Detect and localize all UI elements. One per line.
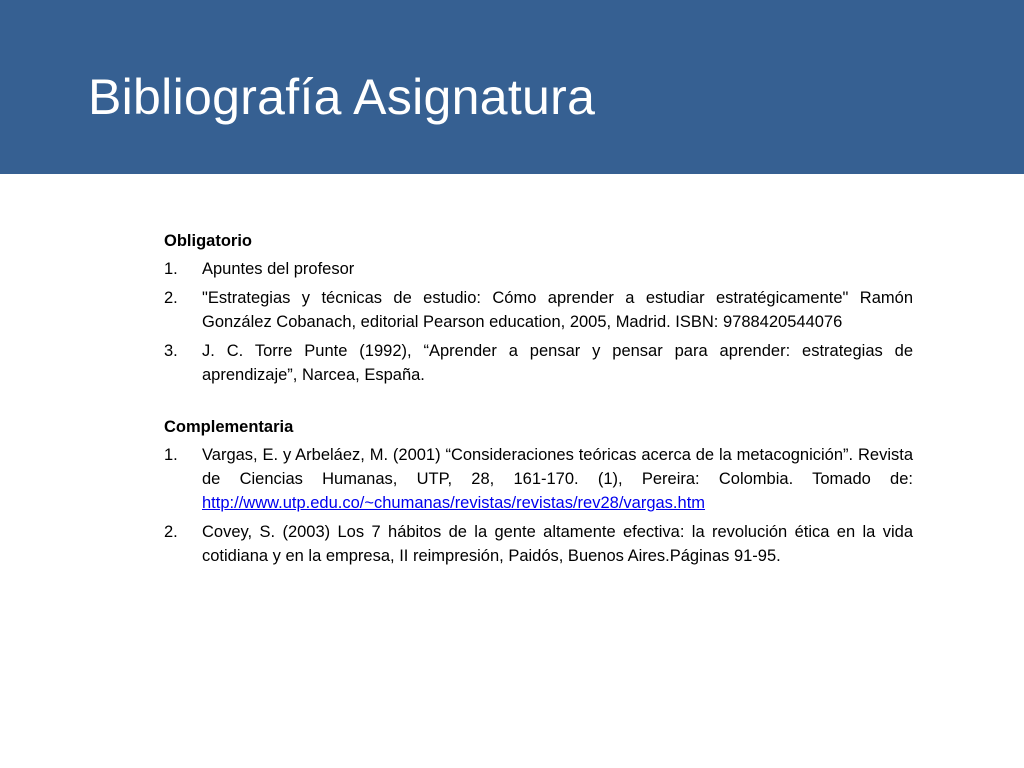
title-bar — [0, 0, 1024, 174]
section-heading-complementaria: Complementaria — [164, 418, 294, 436]
list-item-number: 2. — [164, 523, 178, 541]
obligatorio-list — [164, 257, 913, 387]
section-heading-obligatorio: Obligatorio — [164, 232, 252, 250]
complementaria-list — [164, 443, 913, 568]
list-item-body — [202, 443, 913, 515]
list-item-number: 3. — [164, 342, 178, 360]
reference-link[interactable]: http://www.utp.edu.co/~chumanas/revistas/revistas/rev28/vargas.htm — [202, 494, 706, 512]
section-spacer — [164, 392, 913, 415]
list-item — [164, 257, 913, 281]
list-item-number: 2. — [164, 289, 178, 307]
list-item-text: J. C. Torre Punte (1992), “Aprender a pensar y pensar para aprender: estrategias de aprendizaje”, Narcea, España. — [202, 342, 913, 384]
list-item-number: 1. — [164, 260, 178, 278]
list-item-text: "Estrategias y técnicas de estudio: Cómo aprender a estudiar estratégicamente" Ramón González Cobanach, editorial Pearson education, 2005, Madrid. ISBN: 9788420544076 — [202, 289, 913, 331]
slide-title: Bibliografía Asignatura — [88, 69, 596, 125]
list-item — [164, 443, 913, 515]
list-item — [164, 520, 913, 568]
bibliography-content — [164, 229, 913, 573]
list-item-text: Vargas, E. y Arbeláez, M. (2001) “Consideraciones teóricas acerca de la metacognición”. Revista de Ciencias Humanas, UTP, 28, 161-170. (1), Pereira: Colombia. Tomado de: — [202, 446, 913, 488]
list-item-text: Covey, S. (2003) Los 7 hábitos de la gente altamente efectiva: la revolución ética en la vida cotidiana y en la empresa, II reimpresión, Paidós, Buenos Aires.Páginas 91-95. — [202, 523, 913, 565]
list-item — [164, 286, 913, 334]
list-item — [164, 339, 913, 387]
list-item-text: Apuntes del profesor — [202, 260, 355, 278]
list-item-number: 1. — [164, 446, 178, 464]
